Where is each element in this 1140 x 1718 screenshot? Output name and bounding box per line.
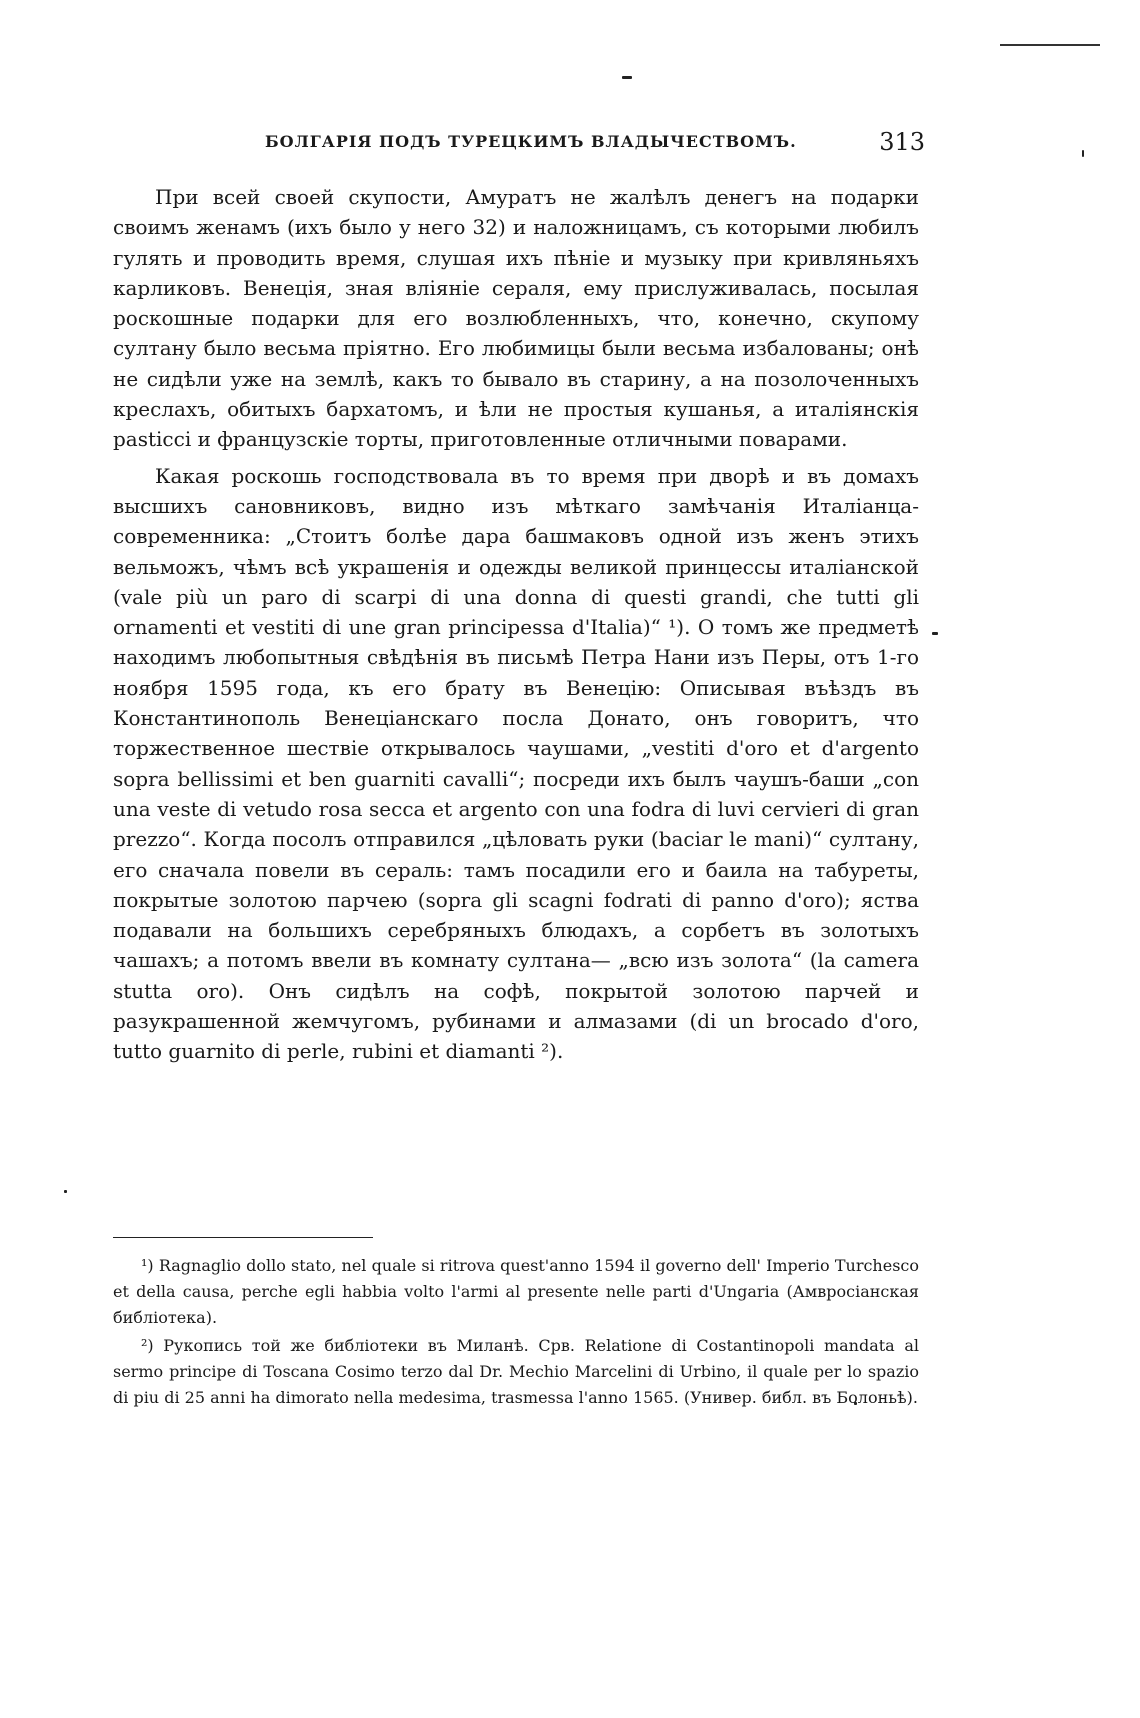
top-edge-rule bbox=[1000, 44, 1100, 46]
page-header bbox=[175, 128, 935, 164]
scan-speck bbox=[932, 632, 938, 635]
scan-speck bbox=[64, 1190, 67, 1193]
scan-speck bbox=[1082, 150, 1084, 157]
footnotes bbox=[113, 1253, 919, 1413]
footnote: ¹) Ragnaglio dollo stato, nel quale si ritrova quest'anno 1594 il governo dell' Imperio Turchesco et della causa, perche egli habbia volto l'armi al presente nelle parti d'Ungaria (Амвросіанская библіотека). bbox=[113, 1256, 919, 1327]
footnote: ²) Рукопись той же библіотеки въ Миланѣ. Срв. Relatione di Costantinopoli mandata al sermo principe di Toscana Cosimo terzo dal Dr. Mechio Marcelini di Urbino, il quale per lo spazio di piu di 25 anni ha dimorato nella medesima, trasmessa l'anno 1565. (Универ. библ. въ Болоньѣ). bbox=[113, 1336, 919, 1407]
paragraph: При всей своей скупости, Амуратъ не жалѣлъ денегъ на подарки своимъ женамъ (ихъ было у него 32) и наложницамъ, съ которыми любилъ гулять и проводить время, слушая ихъ пѣніе и музыку при кривляньяхъ карликовъ. Венеція, зная вліяніе сераля, ему прислуживалась, посылая роскошные подарки для его возлюбленныхъ, что, конечно, скупому султану было весьма пріятно. Его любимицы были весьма избалованы; онѣ не сидѣли уже на землѣ, какъ то бывало въ старину, а на позолоченныхъ креслахъ, обитыхъ бархатомъ, и ѣли не простыя кушанья, а италіянскія pasticci и французскіе торты, приготовленные отличными поварами. bbox=[113, 185, 919, 452]
main-text bbox=[113, 182, 919, 1073]
footnote-divider bbox=[113, 1237, 373, 1238]
page-number: 313 bbox=[879, 128, 925, 156]
running-head: БОЛГАРІЯ ПОДЪ ТУРЕЦКИМЪ ВЛАДЫЧЕСТВОМЪ. bbox=[265, 132, 797, 151]
paragraph: Какая роскошь господствовала въ то время при дворѣ и въ домахъ высшихъ сановниковъ, видно изъ мѣткаго замѣчанія Италіанца-современника: „Стоитъ болѣе дара башмаковъ одной изъ женъ этихъ вельможъ, чѣмъ всѣ украшенія и одежды великой принцессы италіанской (vale più un paro di scarpi di una donna di questi grandi, che tutti gli ornamenti et vestiti di une gran principessa d'Italia)“ ¹). О томъ же предметѣ находимъ любопытныя свѣдѣнія въ письмѣ Петра Нани изъ Перы, отъ 1-го ноября 1595 года, къ его брату въ Венецію: Описывая въѣздъ въ Константинополь Венеціанскаго посла Донато, онъ говоритъ, что торжественное шествіе открывалось чаушами, „vestiti d'oro et d'argento sopra bellissimi et ben guarniti cavalli“; посреди ихъ былъ чаушъ-баши „con una veste di vetudo rosa secca et argento con una fodra di luvi cervieri di gran prezzo“. Когда посолъ отправился „цѣловать руки (baciar le mani)“ султану, его сначала повели въ сераль: тамъ посадили его и баила на табуреты, покрытые золотою парчею (sopra gli scagni fodrati di panno d'oro); яства подавали на большихъ серебряныхъ блюдахъ, а сорбетъ въ золотыхъ чашахъ; а потомъ ввели въ комнату султана— „всю изъ золота“ (la camera stutta oro). Онъ сидѣлъ на софѣ, покрытой золотою парчей и разукрашенной жемчугомъ, рубинами и алмазами (di un brocado d'oro, tutto guarnito di perle, rubini et diamanti ²). bbox=[113, 463, 919, 1064]
scan-speck bbox=[622, 76, 632, 79]
